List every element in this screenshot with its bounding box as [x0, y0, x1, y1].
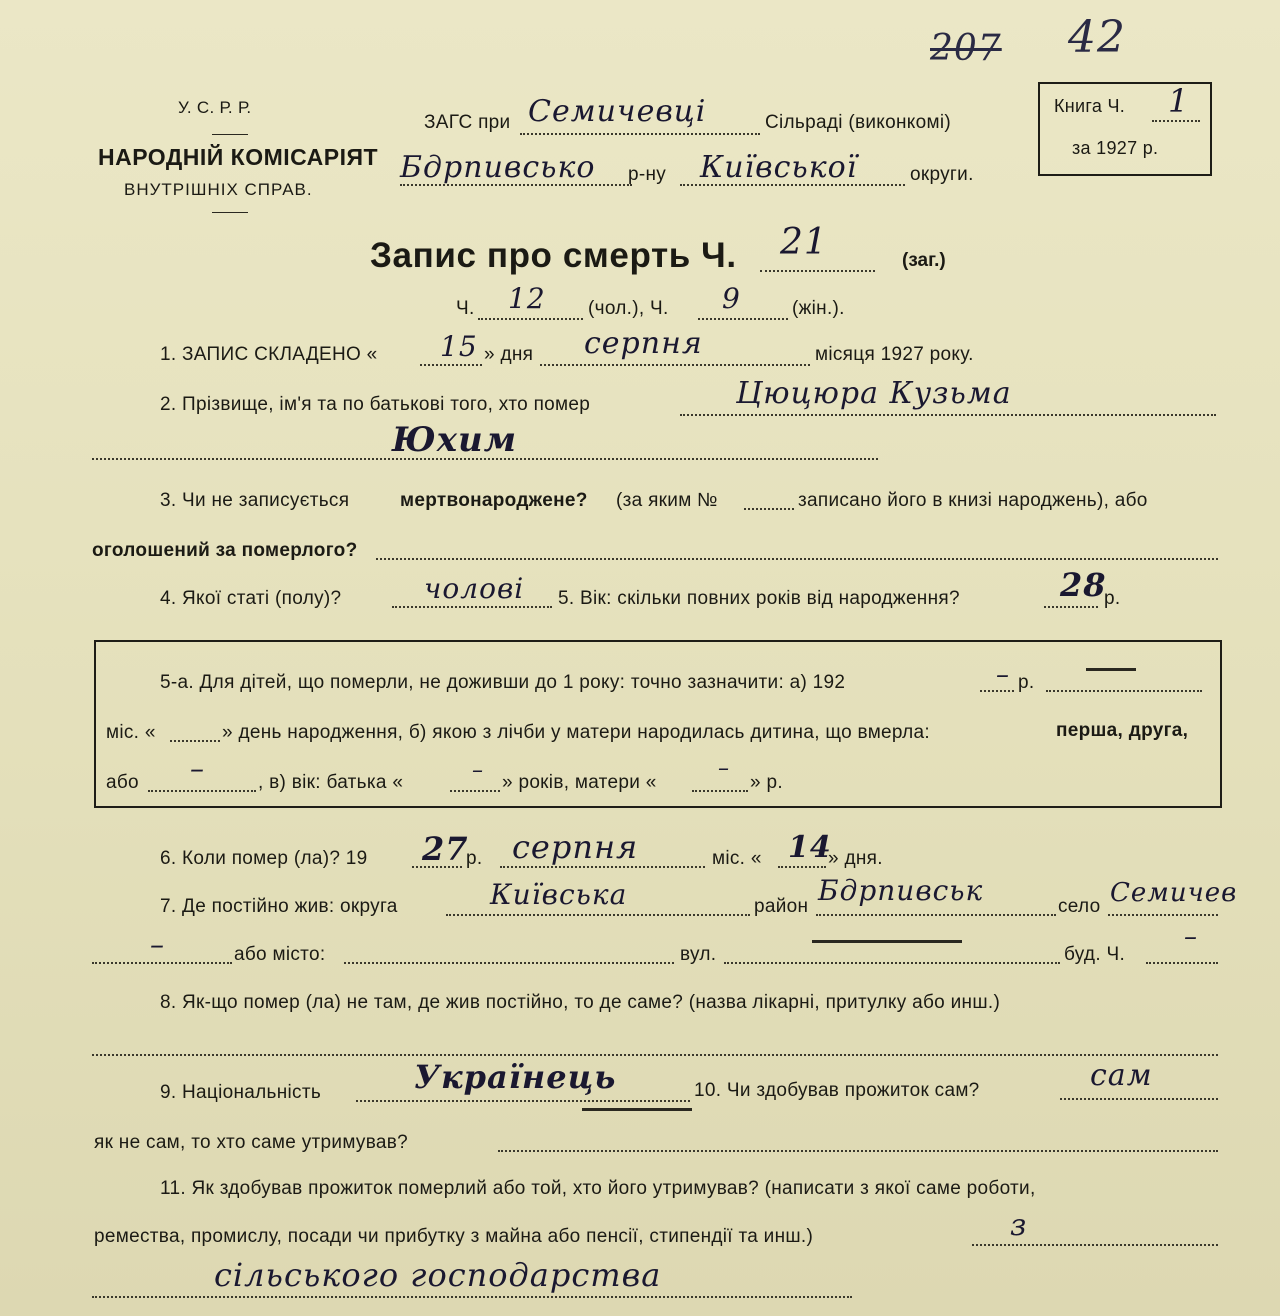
field-7-selo: Семичев	[1110, 878, 1238, 908]
field-5a-line3c: » років, матери «	[502, 772, 657, 793]
field-3-end: записано його в книзі народжень), або	[798, 490, 1148, 511]
archive-page-number: 42	[1068, 12, 1126, 63]
field-7-raion-label: район	[754, 896, 809, 917]
zags-prefix: ЗАГС при	[424, 112, 511, 133]
field-5-label: 5. Вік: скільки повних років від народження?	[558, 588, 960, 609]
field-4-label: 4. Якої статі (полу)?	[160, 588, 342, 609]
field-7-bud-dash: –	[1184, 922, 1198, 952]
field-5a-year-dash: –	[996, 660, 1010, 690]
raion-value: Бдрпивсько	[400, 150, 596, 185]
book-box	[1038, 82, 1212, 176]
field-6-mis: міс. «	[712, 848, 762, 869]
field-1-mid: » дня	[484, 344, 534, 365]
field-5a-line3d: » р.	[750, 772, 783, 793]
field-6-year: 27	[422, 830, 469, 868]
form-title: Запис про смерть Ч.	[370, 236, 737, 275]
female-number: 9	[722, 282, 741, 315]
field-6-label: 6. Коли помер (ла)? 19	[160, 848, 368, 869]
raion-label: р-ну	[628, 164, 667, 185]
book-number: 1	[1168, 82, 1190, 120]
field-1-day: 15	[440, 330, 478, 363]
field-11-value-prefix: з	[1010, 1208, 1028, 1243]
female-label: (жін.).	[792, 298, 845, 319]
field-5a-line2b: » день народження, б) якою з лічби у матери народилась дитина, що вмерла:	[222, 722, 930, 743]
field-5a-other-dash: –	[190, 752, 205, 785]
field-7-village-cont-dash: –	[150, 928, 165, 961]
field-4-value: чолові	[424, 572, 525, 605]
field-9-value: Українець	[414, 1058, 617, 1096]
male-number: 12	[508, 282, 546, 315]
divider	[212, 212, 248, 213]
field-6-end: » дня.	[828, 848, 883, 869]
ministry-subtitle: ВНУТРІШНІХ СПРАВ.	[124, 180, 313, 199]
field-5a-line1: 5-а. Для дітей, що померли, не доживши до 1 року: точно зазначити: а) 192	[160, 672, 846, 693]
field-11-value: сільського господарства	[214, 1256, 662, 1294]
field-10-label: 10. Чи здобував прожиток сам?	[694, 1080, 980, 1101]
field-5a-line3b: , в) вік: батька «	[258, 772, 404, 793]
field-5a-line3a: або	[106, 772, 139, 793]
field-5a-year-unit: р.	[1018, 672, 1035, 693]
stillborn-label: мертвонароджене?	[400, 490, 588, 511]
divider	[212, 134, 248, 135]
mother-age-dash: –	[718, 756, 730, 781]
field-7-okruha: Київська	[490, 878, 628, 911]
male-prefix: Ч.	[456, 298, 475, 319]
zags-suffix: Сільраді (виконкомі)	[765, 112, 951, 133]
field-1-month: серпня	[584, 326, 703, 361]
okruha-label: округи.	[910, 164, 974, 185]
field-1-end: місяця 1927 року.	[815, 344, 974, 365]
field-3-number-label: (за яким №	[616, 490, 718, 511]
male-label: (чол.), Ч.	[588, 298, 669, 319]
field-8-label: 8. Як-що помер (ла) не там, де жив постійно, то де саме? (назва лікарні, притулку або инш.)	[160, 992, 1001, 1013]
field-6-month: серпня	[512, 828, 639, 866]
field-10-cont-label: як не сам, то хто саме утримував?	[94, 1132, 409, 1153]
field-11-line2: ремества, промислу, посади чи прибутку з майна або пенсії, стипендії та инш.)	[94, 1226, 814, 1247]
book-label: Книга Ч.	[1054, 96, 1126, 116]
field-5a-order: перша, друга,	[1056, 720, 1189, 741]
field-6-year-unit: р.	[466, 848, 483, 869]
field-7-bud-label: буд. Ч.	[1064, 944, 1126, 965]
field-7-label: 7. Де постійно жив: округа	[160, 896, 398, 917]
field-7-raion: Бдрпивськ	[818, 874, 984, 907]
field-2-value: Цюцюра Кузьма	[736, 376, 1012, 411]
field-7-misto-label: або місто:	[234, 944, 326, 965]
declared-dead-label: оголошений за померлого?	[92, 540, 358, 561]
field-5a-line2a: міс. «	[106, 722, 156, 743]
field-11-line1: 11. Як здобував прожиток померлий або той, хто його утримував? (написати з якої саме роботи,	[160, 1178, 1036, 1199]
title-suffix: (заг.)	[902, 250, 946, 271]
field-2-label: 2. Прізвище, ім'я та по батькові того, хто помер	[160, 394, 591, 415]
field-5-age: 28	[1060, 566, 1107, 604]
field-7-selo-label: село	[1058, 896, 1101, 917]
field-5-unit: р.	[1104, 588, 1121, 609]
book-year: за 1927 р.	[1072, 138, 1159, 158]
field-9-label: 9. Національність	[160, 1082, 322, 1103]
okruha-value: Київської	[700, 150, 858, 185]
field-10-value: сам	[1090, 1058, 1153, 1093]
field-2-value-cont: Юхим	[392, 420, 518, 460]
field-6-day: 14	[788, 830, 832, 865]
struck-archive-number: 207	[930, 28, 1002, 69]
zags-value: Семичевці	[528, 94, 707, 129]
field-3-label: 3. Чи не записується	[160, 490, 350, 511]
ministry-title: НАРОДНІЙ КОМІСАРІЯТ	[98, 144, 379, 170]
republic-label: У. С. Р. Р.	[178, 98, 252, 117]
field-1-label: 1. ЗАПИС СКЛАДЕНО «	[160, 344, 378, 365]
field-7-vul-label: вул.	[680, 944, 717, 965]
father-age-dash: –	[472, 758, 484, 783]
record-number: 21	[780, 222, 828, 263]
